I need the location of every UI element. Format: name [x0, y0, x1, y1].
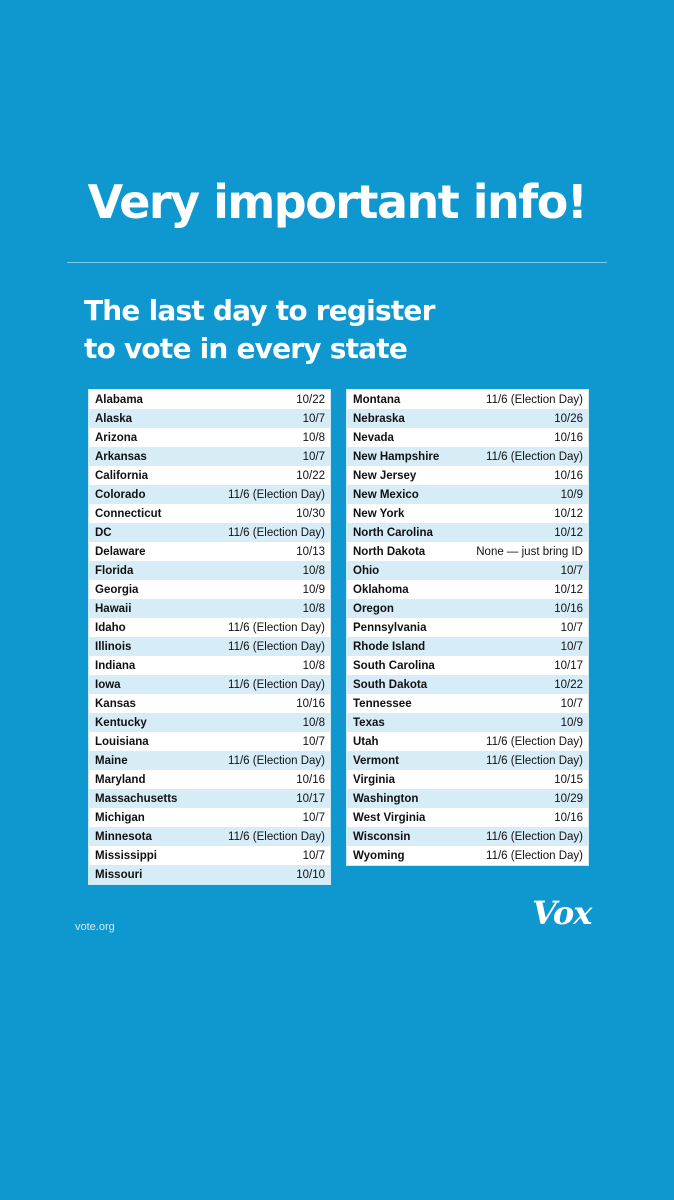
table-row [347, 656, 588, 675]
table-row [347, 713, 588, 732]
table-row [89, 637, 330, 656]
registration-deadline: 10/7 [560, 697, 583, 710]
table-row [347, 390, 588, 409]
registration-deadline: 11/6 (Election Day) [228, 488, 325, 501]
table-row [89, 390, 330, 409]
table-row [89, 504, 330, 523]
registration-deadline: 10/9 [560, 488, 583, 501]
table-row [347, 485, 588, 504]
table-row [89, 713, 330, 732]
state-name: Iowa [95, 678, 121, 691]
table-row [89, 447, 330, 466]
subtitle-line-1: The last day to register [84, 294, 435, 327]
registration-deadline: None — just bring ID [476, 545, 583, 558]
state-name: Washington [353, 792, 419, 805]
table-row [347, 580, 588, 599]
registration-deadline: 11/6 (Election Day) [486, 754, 583, 767]
registration-deadline: 10/7 [560, 640, 583, 653]
table-row [347, 732, 588, 751]
state-name: New York [353, 507, 405, 520]
headline: Very important info! [87, 175, 587, 229]
table-row [89, 808, 330, 827]
table-row [89, 599, 330, 618]
registration-deadline: 11/6 (Election Day) [228, 640, 325, 653]
state-name: Ohio [353, 564, 380, 577]
state-name: Indiana [95, 659, 136, 672]
registration-deadline: 10/22 [296, 393, 325, 406]
state-name: Vermont [353, 754, 400, 767]
table-row [347, 770, 588, 789]
table-row [89, 827, 330, 846]
state-name: Virginia [353, 773, 395, 786]
table-row [347, 466, 588, 485]
table-row [347, 694, 588, 713]
state-name: Arkansas [95, 450, 147, 463]
registration-deadline: 10/22 [554, 678, 583, 691]
registration-deadline: 10/7 [302, 849, 325, 862]
table-row [347, 846, 588, 865]
state-name: Delaware [95, 545, 146, 558]
state-name: Florida [95, 564, 134, 577]
divider [67, 262, 607, 263]
registration-deadline: 10/8 [302, 564, 325, 577]
table-row [347, 637, 588, 656]
state-name: Pennsylvania [353, 621, 427, 634]
registration-deadline: 10/7 [302, 735, 325, 748]
registration-deadline: 11/6 (Election Day) [228, 621, 325, 634]
registration-deadline: 10/8 [302, 659, 325, 672]
state-name: Mississippi [95, 849, 157, 862]
registration-deadline: 10/9 [560, 716, 583, 729]
state-name: California [95, 469, 149, 482]
table-row [347, 789, 588, 808]
state-name: Tennessee [353, 697, 412, 710]
table-row [347, 561, 588, 580]
table-row [347, 675, 588, 694]
state-name: Hawaii [95, 602, 132, 615]
registration-deadline: 11/6 (Election Day) [228, 526, 325, 539]
table-row [89, 846, 330, 865]
registration-deadline: 10/7 [560, 564, 583, 577]
registration-deadline: 10/7 [302, 412, 325, 425]
state-name: Massachusetts [95, 792, 178, 805]
registration-deadline: 10/7 [302, 450, 325, 463]
table-row [347, 808, 588, 827]
table-row [89, 656, 330, 675]
state-name: Kentucky [95, 716, 147, 729]
registration-deadline: 10/29 [554, 792, 583, 805]
table-row [89, 789, 330, 808]
state-name: Nebraska [353, 412, 405, 425]
table-row [89, 732, 330, 751]
table-row [89, 694, 330, 713]
state-name: Georgia [95, 583, 139, 596]
state-name: North Dakota [353, 545, 426, 558]
registration-deadline: 10/13 [296, 545, 325, 558]
state-name: Alabama [95, 393, 143, 406]
table-row [89, 542, 330, 561]
registration-deadline: 10/12 [554, 507, 583, 520]
state-name: Minnesota [95, 830, 152, 843]
state-name: Wisconsin [353, 830, 411, 843]
table-row [89, 770, 330, 789]
registration-deadline: 10/7 [560, 621, 583, 634]
table-row [89, 865, 330, 884]
vox-logo: Vox [532, 894, 592, 932]
registration-deadline: 10/10 [296, 868, 325, 881]
registration-deadline: 10/8 [302, 431, 325, 444]
table-row [89, 466, 330, 485]
registration-deadline: 10/9 [302, 583, 325, 596]
deadline-table-left [88, 389, 331, 885]
registration-deadline: 10/26 [554, 412, 583, 425]
state-name: New Hampshire [353, 450, 440, 463]
state-name: Arizona [95, 431, 138, 444]
state-name: Nevada [353, 431, 394, 444]
state-name: West Virginia [353, 811, 426, 824]
deadline-table-right [346, 389, 589, 866]
registration-deadline: 10/22 [296, 469, 325, 482]
state-name: South Carolina [353, 659, 435, 672]
state-name: Missouri [95, 868, 143, 881]
state-name: Rhode Island [353, 640, 426, 653]
state-name: Michigan [95, 811, 145, 824]
table-row [347, 618, 588, 637]
registration-deadline: 10/16 [554, 811, 583, 824]
state-name: Colorado [95, 488, 146, 501]
registration-deadline: 11/6 (Election Day) [486, 450, 583, 463]
registration-deadline: 10/7 [302, 811, 325, 824]
registration-deadline: 10/15 [554, 773, 583, 786]
state-name: Kansas [95, 697, 136, 710]
table-row [89, 485, 330, 504]
state-name: Maryland [95, 773, 146, 786]
table-row [347, 827, 588, 846]
state-name: Oregon [353, 602, 394, 615]
registration-deadline: 11/6 (Election Day) [486, 830, 583, 843]
registration-deadline: 10/12 [554, 583, 583, 596]
registration-deadline: 10/8 [302, 602, 325, 615]
state-name: Oklahoma [353, 583, 409, 596]
state-name: Illinois [95, 640, 132, 653]
registration-deadline: 10/8 [302, 716, 325, 729]
table-row [347, 504, 588, 523]
table-row [347, 447, 588, 466]
table-row [89, 561, 330, 580]
table-row [89, 523, 330, 542]
table-row [347, 523, 588, 542]
state-name: Louisiana [95, 735, 149, 748]
state-name: Connecticut [95, 507, 162, 520]
state-name: North Carolina [353, 526, 433, 539]
state-name: Alaska [95, 412, 133, 425]
subtitle-line-2: to vote in every state [84, 332, 408, 365]
state-name: Wyoming [353, 849, 405, 862]
registration-deadline: 11/6 (Election Day) [228, 678, 325, 691]
registration-deadline: 10/30 [296, 507, 325, 520]
table-row [89, 409, 330, 428]
table-row [347, 599, 588, 618]
registration-deadline: 10/16 [554, 602, 583, 615]
state-name: Utah [353, 735, 379, 748]
registration-deadline: 11/6 (Election Day) [486, 735, 583, 748]
table-row [89, 618, 330, 637]
state-name: South Dakota [353, 678, 428, 691]
state-name: Maine [95, 754, 128, 767]
registration-deadline: 10/16 [554, 469, 583, 482]
table-row [89, 675, 330, 694]
registration-deadline: 10/16 [296, 773, 325, 786]
state-name: Texas [353, 716, 385, 729]
registration-deadline: 11/6 (Election Day) [486, 393, 583, 406]
state-name: DC [95, 526, 112, 539]
registration-deadline: 10/16 [554, 431, 583, 444]
registration-deadline: 11/6 (Election Day) [228, 754, 325, 767]
table-row [347, 428, 588, 447]
table-row [347, 542, 588, 561]
state-name: Idaho [95, 621, 126, 634]
registration-deadline: 10/17 [554, 659, 583, 672]
source-credit: vote.org [75, 921, 115, 933]
subtitle [84, 292, 604, 368]
table-row [89, 751, 330, 770]
table-row [347, 751, 588, 770]
registration-deadline: 11/6 (Election Day) [486, 849, 583, 862]
state-name: New Jersey [353, 469, 417, 482]
registration-deadline: 11/6 (Election Day) [228, 830, 325, 843]
table-row [347, 409, 588, 428]
table-row [89, 580, 330, 599]
registration-deadline: 10/12 [554, 526, 583, 539]
table-row [89, 428, 330, 447]
state-name: New Mexico [353, 488, 419, 501]
state-name: Montana [353, 393, 401, 406]
registration-deadline: 10/17 [296, 792, 325, 805]
registration-deadline: 10/16 [296, 697, 325, 710]
